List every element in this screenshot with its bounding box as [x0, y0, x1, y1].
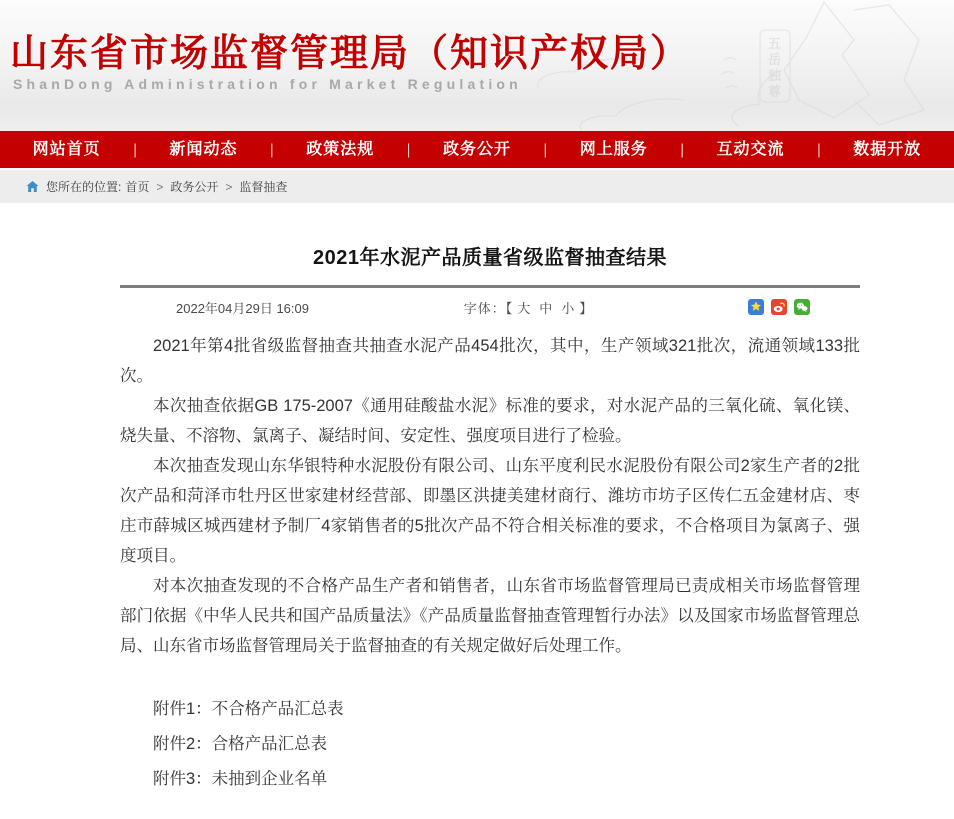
- article-title: 2021年水泥产品质量省级监督抽查结果: [313, 247, 667, 269]
- font-size-controls: [464, 298, 594, 317]
- main-nav: [0, 131, 954, 168]
- font-size-option[interactable]: 大: [517, 300, 532, 316]
- attachments: [120, 692, 860, 797]
- breadcrumb-link[interactable]: 首页: [125, 180, 150, 194]
- weibo-share-icon[interactable]: [771, 299, 787, 315]
- nav-item[interactable]: 网站首页: [32, 141, 101, 158]
- attachment-link[interactable]: 附件3：未抽到企业名单: [153, 770, 328, 788]
- font-size-options: [513, 301, 579, 316]
- qzone-share-icon[interactable]: [748, 299, 764, 315]
- article-paragraph: 2021年第4批省级监督抽查共抽查水泥产品454批次，其中，生产领域321批次，流通领域133批次。: [120, 337, 860, 385]
- svg-text:独: 独: [768, 69, 782, 84]
- font-bracket-open: 【: [505, 300, 514, 316]
- svg-text:五: 五: [768, 37, 782, 52]
- nav-item[interactable]: 网上服务: [579, 141, 648, 158]
- nav-separator: |: [543, 141, 548, 158]
- nav-item[interactable]: 政策法规: [306, 141, 375, 158]
- breadcrumb-trail: [125, 178, 287, 195]
- article-date: 2022年04月29日 16:09: [176, 300, 309, 316]
- svg-text:岳: 岳: [768, 53, 782, 68]
- attachment-link[interactable]: 附件2：合格产品汇总表: [153, 735, 328, 753]
- attachment-row: [120, 692, 860, 727]
- title-divider: [120, 285, 860, 288]
- article: [120, 203, 860, 797]
- nav-item[interactable]: 互动交流: [716, 141, 785, 158]
- breadcrumb-separator: >: [156, 179, 164, 194]
- wechat-share-icon[interactable]: [794, 299, 810, 315]
- site-header: [0, 0, 954, 131]
- breadcrumb-prefix: 您所在的位置:: [46, 180, 122, 194]
- home-icon: [26, 180, 39, 193]
- article-paragraph: 本次抽查发现山东华银特种水泥股份有限公司、山东平度利民水泥股份有限公司2家生产者的2批次产品和菏泽市牡丹区世家建材经营部、即墨区洪捷美建材商行、潍坊市坊子区传仁五金建材店、枣庄市薛城区城西建材予制厂4家销售者的5批次产品不符合相关标准的要求，不合格项目为氯离子、强度项目。: [120, 457, 860, 565]
- breadcrumb-link[interactable]: 政务公开: [170, 180, 219, 194]
- nav-separator: |: [406, 141, 411, 158]
- article-paragraph: 对本次抽查发现的不合格产品生产者和销售者，山东省市场监督管理局已责成相关市场监督管理部门依据《中华人民共和国产品质量法》《产品质量监督抽查管理暂行办法》以及国家市场监督管理总局、山东省市场监督管理局关于监督抽查的有关规定做好后处理工作。: [120, 577, 860, 655]
- nav-item[interactable]: 新闻动态: [169, 141, 238, 158]
- site-title: 山东省市场监督管理局（知识产权局）: [10, 33, 691, 75]
- breadcrumb: [0, 168, 954, 203]
- site-subtitle: ShanDong Administration for Market Regulation: [13, 76, 522, 92]
- attachment-link[interactable]: 附件1：不合格产品汇总表: [153, 700, 344, 718]
- nav-separator: |: [817, 141, 821, 158]
- main-content: [0, 203, 954, 819]
- breadcrumb-link[interactable]: 监督抽查: [239, 180, 288, 194]
- nav-item[interactable]: 政务公开: [442, 141, 511, 158]
- font-size-option[interactable]: 中: [539, 300, 554, 316]
- nav-separator: |: [680, 141, 684, 158]
- article-paragraph: 本次抽查依据GB 175-2007《通用硅酸盐水泥》标准的要求，对水泥产品的三氧化硫、氧化镁、烧失量、不溶物、氯离子、凝结时间、安定性、强度项目进行了检验。: [120, 397, 860, 445]
- article-body: [120, 331, 860, 661]
- nav-separator: |: [133, 141, 137, 158]
- attachment-row: [120, 762, 860, 797]
- breadcrumb-separator: >: [225, 179, 233, 194]
- font-bracket-close: 】: [579, 300, 594, 316]
- share-buttons: [748, 299, 810, 315]
- font-label: 字体：: [463, 300, 506, 316]
- svg-text:尊: 尊: [768, 85, 782, 100]
- nav-separator: |: [270, 141, 274, 158]
- nav-item[interactable]: 数据开放: [853, 141, 922, 158]
- article-meta: [120, 295, 860, 319]
- font-size-option[interactable]: 小: [561, 300, 576, 316]
- attachment-row: [120, 727, 860, 762]
